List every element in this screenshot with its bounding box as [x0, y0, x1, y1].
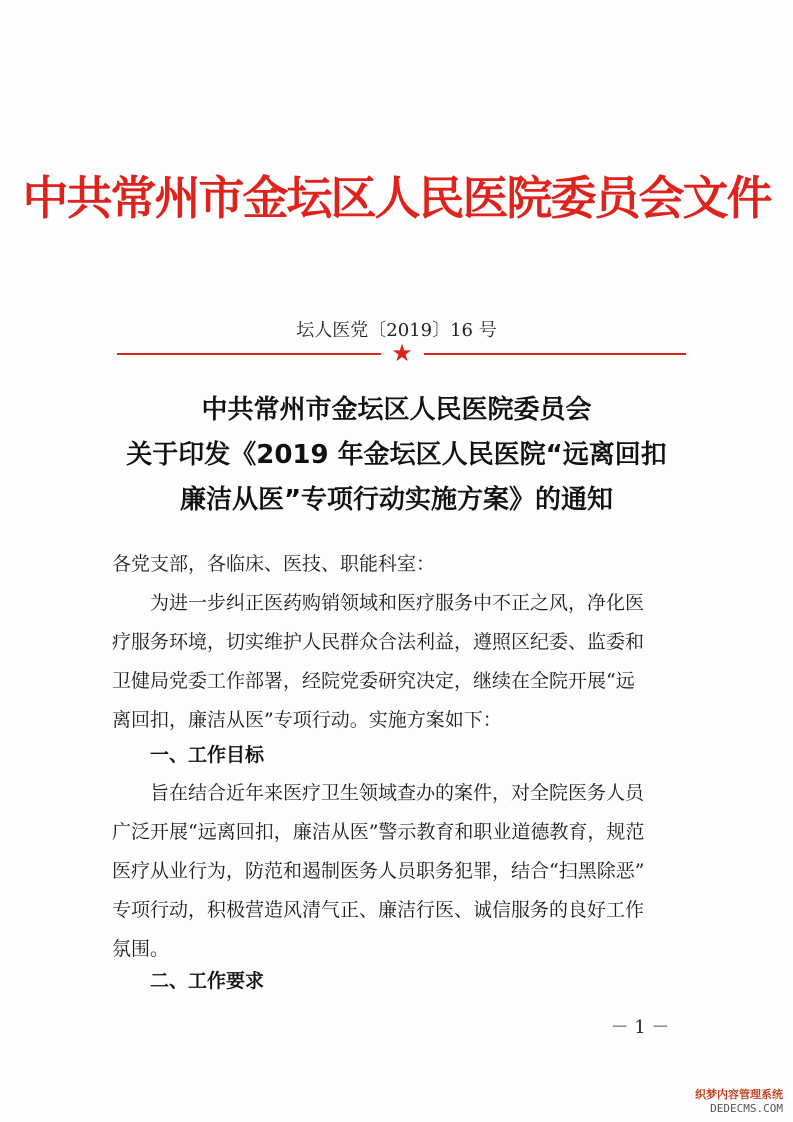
salutation: 各党支部，各临床、医技、职能科室：: [112, 553, 436, 575]
section-heading-2: 二、工作要求: [150, 970, 265, 992]
red-rule-left: [117, 353, 381, 355]
intro-line-3: 卫健局党委工作部署，经院党委研究决定，继续在全院开展“远: [112, 670, 635, 692]
notice-title-line-2: 关于印发《2019 年金坛区人民医院“远离回扣: [126, 440, 667, 470]
notice-title-line-3: 廉洁从医”专项行动实施方案》的通知: [179, 485, 614, 515]
intro-line-4: 离回扣，廉洁从医”专项行动。实施方案如下：: [112, 709, 502, 731]
watermark-cn-text: 织梦内容管理系统: [695, 1088, 783, 1101]
section1-line-4: 专项行动，积极营造风清气正、廉洁行医、诚信服务的良好工作: [112, 899, 645, 921]
star-icon: ★: [391, 339, 413, 367]
section1-line-2: 广泛开展“远离回扣，廉洁从医”警示教育和职业道德教育，规范: [112, 821, 645, 843]
section1-line-3: 医疗从业行为，防范和遏制医务人员职务犯罪，结合“扫黑除恶”: [112, 860, 645, 882]
section1-line-1: 旨在结合近年来医疗卫生领域查办的案件，对全院医务人员: [150, 782, 645, 804]
masthead-title: 中共常州市金坛区人民医院委员会文件: [22, 171, 771, 225]
section-heading-1: 一、工作目标: [150, 744, 265, 766]
watermark-en-text: DEDECMS.COM: [710, 1102, 783, 1115]
document-number: 坛人医党〔2019〕16 号: [296, 320, 497, 341]
site-watermark: [665, 1088, 783, 1116]
intro-line-2: 疗服务环境，切实维护人民群众合法利益，遵照区纪委、监委和: [112, 631, 645, 653]
section1-line-5: 氛围。: [112, 938, 170, 960]
intro-line-1: 为进一步纠正医药购销领域和医疗服务中不正之风，净化医: [150, 592, 645, 614]
notice-title-line-1: 中共常州市金坛区人民医院委员会: [201, 395, 592, 425]
red-rule-right: [424, 353, 686, 355]
page-number: － 1 －: [610, 1017, 670, 1038]
